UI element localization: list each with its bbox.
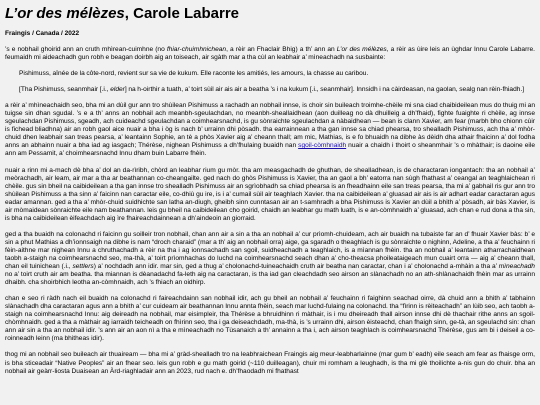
text-run: ) a’ nochdadh ann idir. mar sin, ged a thug a’ cholonachd-tuineachaidh cruth air beatha nan caractar, chan i a’ cholonachd a-mhàin a tha a’ — [93, 263, 499, 271]
body-paragraph: chan e seo ri ràdh nach eil buaidh na colonachd ri faireachdainn san nobhail idir, ach gu bheil an nobhail a’ feuchainn ri faighinn seachad oirre, dà chuid ann a bhith a’ tabhainn slànachadh dha caractaran agus ann a bhith a’ cur cuideam air beathannan Innu annta fhèin, seach mar luchd-fulaing na colonachd. tha “fìrinn is rèiteachadh” an lùib seo, ach taobh a-staigh na coimhearsnachd Innu: aig deireadh na nobhail, mar eisimpleir, tha Thérèse a bhruidhinn ri màthair, is i mu dheireadh thall airson innse dhi dè thachair rithe anns an sgoil-chòmhnaidh. ged a tha a màthair ag iarraidh teicheadh on fhìrinn seo, tha i ga deiseachdadh, ma-thà, is ’s urrainn dhi, airson èisteachd, chan fhaigh sinn, ge-tà, an sgeulachd sin: chan ann air sin a tha an nobhail idir. ’s ann air an aon nì a tha e mìneachadh no Tùsanaich a th’ annainn a tha i, ach airson teaghlach is coimhearsnachd Thérèse, gus am bi i deiseil a co-roinneadh leinn (ma bhitheas idir). — [5, 295, 535, 343]
blurb-quote-french: Pishimuss, aînée de la côte-nord, revient sur sa vie de kukum. Elle raconte les amitiés, les amours, la chasse au caribou. — [19, 70, 369, 78]
text-run: mìneachadh — [498, 263, 535, 271]
page-title — [5, 5, 535, 23]
body-paragraph: nuair a rinn mi a-mach dè bha a’ dol an da-rìribh, chòrd an leabhar rium gu mòr. tha am measgachadh de ghuthan, de shealladhean, is de charactaran iongantach: tha an nobhail a’ meòrachadh, air leam, air mar a tha ar beathannan co-cheangailte. ged nach do ghòs Pishimuss is Xavier, tha an gaol a bh’ eatorra nan sùgh fhathast a’ ceangal an teaghlaichean ri chèile. gus sin bheil na caibideilean a tha gan innse tro shealladh Pishimuss air an sgrìobhadh sa chiad phearsa is an fheadhainn eile san treas pearsa, tha mi a’ gabhail ris gur ann tro shùilean Pishimuss a tha sinn a’ faicinn nan caractar eile, co-dhiù gu ire, is i a’ cumail sùil air teaghlach Xavier. tha na caibideilean a’ gluasad air ais is air adhart eadar caractaran agus eadar amannan. ged a tha a’ mhòr-chuid suidhichte san latha an-diugh, gheibh sinn cunntasan air an t-samhradh a bha Pishimuss is Xavier an dùil a bhith a’ pòsadh, air bàs Xavier, is air mòmaidean sònraichte eile nam beathannan. leis gu bheil na caibideilean cho goirid, chaidh an leabhar gu math luath, is e an-còmhnaidh a’ gluasad, ach chan e rud dona a tha sin, is bha na caibideilean èifeachdach aig ìre fhaireachdainnean a dh’aindeoin an giorraid. — [5, 166, 535, 222]
text-run: fhiar-chuimhnichean — [166, 46, 227, 53]
sgoil-comhnaidh-link[interactable]: sgoil-còmhnaidh — [298, 142, 347, 150]
text-run: [Tha Pishimuss, seanmhair [.i., — [19, 86, 111, 94]
body-paragraph: thog mi an nobhail seo buileach air thuaiream — bha mi a’ gràd-shealladh tro na leabhraichean Fraingis aig meur-leabharlainne (mar gum b’ eadh) eile seach am fear as fhaisge orm, is bha sticeadair “Native Peoples” air an fhear seo. leis gun robh e gu math goirid (~110 duilleagan), chuir mi romham a leughadh, is tha mi glè thoilichte a-nis gun do chuir. bha an nobhail air geàrr-liosta Duaisean an Àrd-riaghladair ann an 2023, rud nach e. dh’fhaodadh mi fhathast — [5, 351, 535, 375]
text-run: , a rèir as ùire leis an ùghdar Innu Carole Labarre. feumaidh mi aideachadh gun robh e beagan doirbh aig an toiseach, air sgàth mar a tha cùl an leabhair a’ mìneachadh na susbainte: — [5, 46, 535, 62]
intro-paragraph — [5, 46, 535, 62]
body-paragraph — [5, 102, 535, 158]
text-run: no a’ toirt cruth air am beatha. tha miannan is dèanadachd fa-leth aig na caractaran, is tha iad gan cleachdadh seo airson an slànachadh no an ath-shlànachaidh fhèin mar as urrainn dhaibh. cha shoirbhich leotha an-còmhnaidh, ach ’s fhiach an oidhirp. — [5, 271, 535, 287]
book-title: L’or des mélèzes — [5, 5, 125, 22]
article-meta: Fraingis / Canada / 2022 — [5, 30, 80, 37]
text-run: ] na h-oirthir a tuath, a’ toirt sùil air ais air a beatha ’s i na kukum [.i., seanmhair]. Innsidh i na càirdeasan, na gaolan, sealg nan rèin-fhiadh.] — [124, 86, 525, 94]
text-run: ged a tha buaidh na colonachd ri faicinn gu soilleir tron nobhail, chan ann air a sin a tha an nobhail a’ cur prìomh-chuideam, ach air buaidh na tubaiste far an d’ fhuair Xavier bàs: b’ e sin a phut Mathias a dh’ionnsaigh na dibhe is nam “droch charaid” (mar a th’ aig an nobhail orra) aige, ga sgaradh o theaghlach is gu sònraichte o nighinn, Adeline, a tha a’ feuchainn ri fèin-aithne mar nighean Innu a chruthachadh a rèir na tha i ag ionnsachadh san sgoil, suidheachadh a teaghlaich, is a mìannan fhèin. tha an nobhail a’ leantainn atharrachaidhean taobh a-staigh na coimhearsnachd seo, ma-thà, a’ toirt prìomhachas do luchd na coimhearsnachd seach dhan a’ cho-theacsa phoileataigeach mun cuairt orra — aig a’ cheann thall, chan eil tuinichean (.i., — [5, 230, 535, 271]
author-name: , Carole Labarre — [124, 5, 239, 22]
text-run: nuair a chaidh i thoirt o sheanmhair ’s o mhàthair; is daoine eile ann am Pessamit, a’ choimhearsnachd Innu dham buin Labarre fhèin. — [5, 142, 535, 158]
text-run: L’or des mélèzes — [336, 46, 387, 53]
text-run: settlers — [72, 263, 94, 271]
body-paragraph — [5, 231, 535, 287]
text-run: elder — [110, 86, 125, 94]
text-run: a rèir a’ mhìneachaidh seo, bha mi an dùil gur ann tro shùilean Pishimuss a rachadh an nobhail innse, is choir sin buileach troimhe-chèile mi sna ciad chaibideilean mus do thuig mi an tuigse sin dhan sgudal. ’s e a th’ anns an nobhail ach meanbh-sgeulachdan, no meanbh-sheallaidhean (aon duilleag no dà dhuilleig a dh’fhaid), fighte fuaighte ri chèile, ag innse sgeulachdan Pishimuss, sgeadh, ach cuideachd sgeulachdan a coimhearsnachd, is gu sònraichte sgeulachdan a nàbaidhean — bean is clann Xavier, am fear (marbh bho chionn cùir is fichead bliadhna) air an robh gaol aice nuair a bha i òg is nach b’ urrainn dhi pòsadh. tha earrainnean a tha gan innse sa chiad phearsa, tro shealladh Pishimuss, ach tha a’ mhòr-chuid dhen leabhair san treas pearsa, a’ leantainn Sophie, an tè a phòs Xavier aig a’ cheann thall; am mic, Mathias, is e fo bhuaidh na dibhe às dèidh dha athair fhaicinn a’ dol fodha anns an abhainn nuair a bha iad ag iasgach; Thérèse, nighean Pishimuss a dh’fhulaing buaidh nan — [5, 102, 535, 150]
text-run: , a rèir an Fhaclair Bhig) a th’ ann an — [226, 46, 337, 53]
text-run: ’s e nobhail ghoirid ann an cruth mhìrean-cuimhne (no — [5, 46, 167, 53]
blurb-quote-translation — [5, 86, 535, 94]
